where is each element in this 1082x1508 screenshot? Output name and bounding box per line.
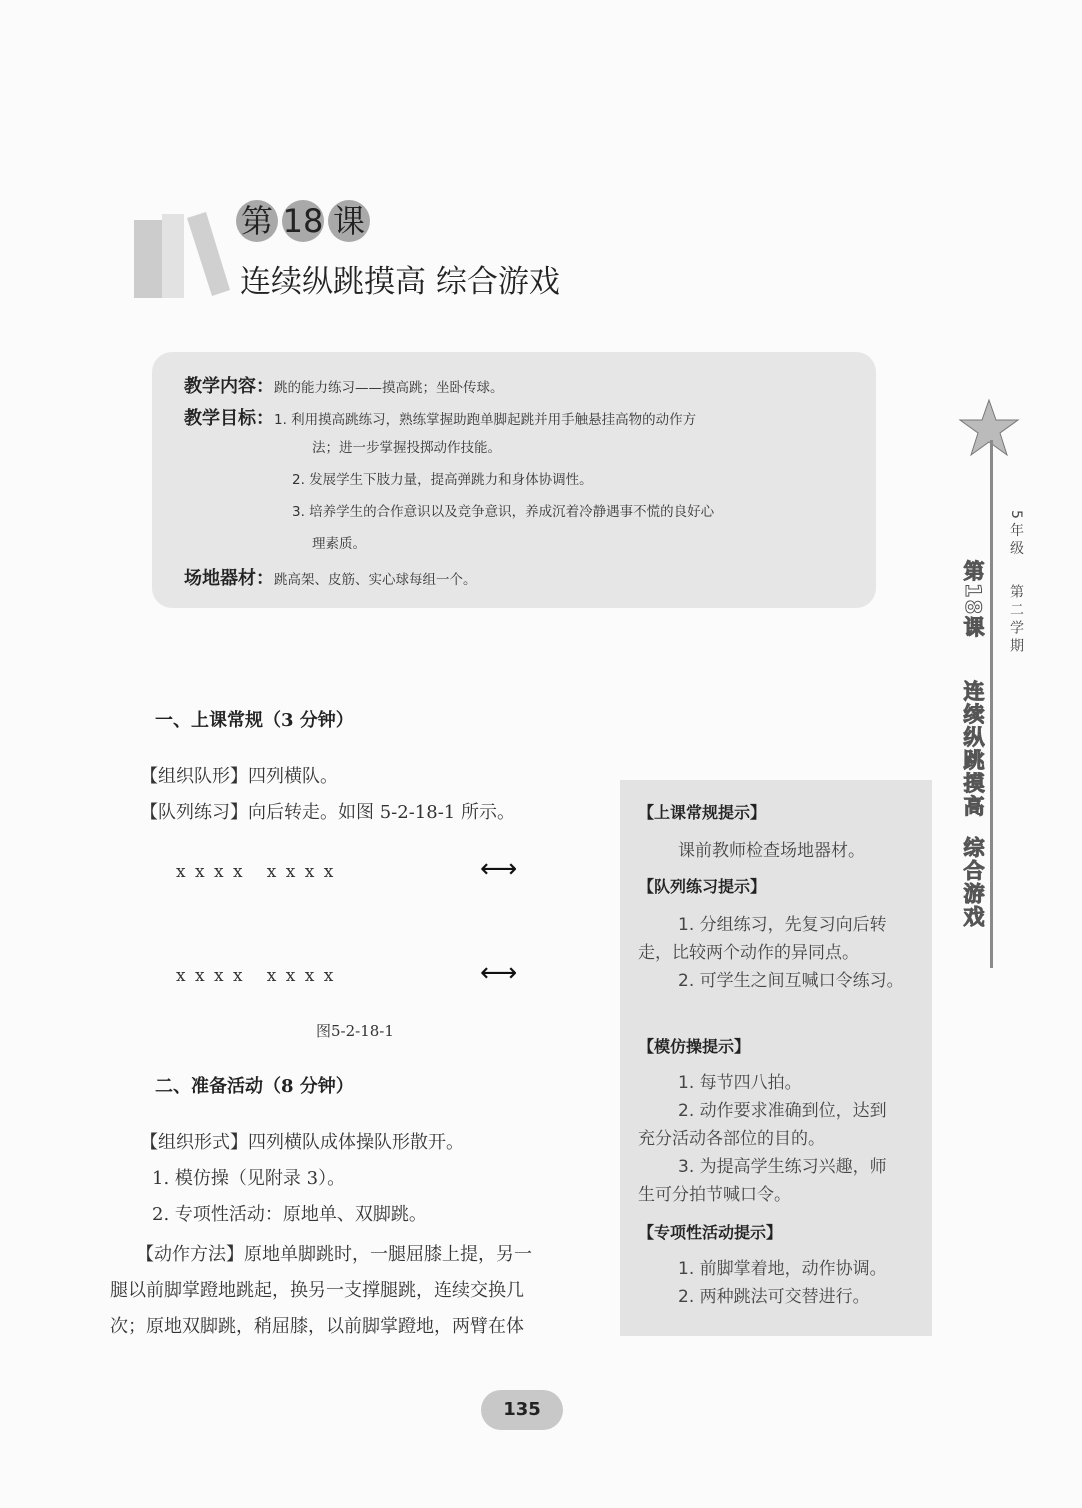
tips-box (620, 780, 932, 1336)
sidebar-lesson: 第18课 (961, 560, 985, 640)
tip-title: 【模仿操提示】 (638, 1037, 751, 1056)
tip-text: 课前教师检查场地器材。 (678, 841, 865, 861)
figure-caption: 图5-2-18-1 (316, 1022, 394, 1040)
page-number: 135 (481, 1390, 563, 1430)
tip-text: 2. 两种跳法可交替进行。 (678, 1287, 870, 1307)
body-text: 2. 专项性活动：原地单、双脚跳。 (152, 1204, 427, 1225)
lesson-suffix: 课 (328, 200, 370, 242)
body-text: 次；原地双脚跳，稍屈膝，以前脚掌蹬地，两臂在体 (110, 1316, 524, 1337)
sidebar-line (990, 440, 993, 968)
tip-text: 生可分拍节喊口令。 (638, 1185, 791, 1205)
tip-text: 1. 前脚掌着地，动作协调。 (678, 1259, 887, 1279)
body-text: 【队列练习】向后转走。如图 5-2-18-1 所示。 (140, 802, 515, 823)
content-label: 教学内容： (184, 376, 274, 397)
lesson-prefix: 第 (236, 200, 278, 242)
section-heading: 二、准备活动（8 分钟） (155, 1076, 354, 1097)
body-text: 【组织形式】四列横队成体操队形散开。 (140, 1132, 464, 1153)
star-icon (956, 398, 1022, 458)
body-text: 【动作方法】原地单脚跳时，一腿屈膝上提，另一 (136, 1244, 532, 1265)
objective-label: 教学目标： (184, 408, 274, 429)
lesson-title: 连续纵跳摸高 综合游戏 (240, 264, 560, 300)
content-row (184, 372, 504, 398)
objective-text: 法；进一步掌握投掷动作技能。 (312, 440, 501, 456)
equipment-row (184, 564, 477, 590)
body-text: 腿以前脚掌蹬地跳起，换另一支撑腿跳，连续交换几 (110, 1280, 524, 1301)
tip-title: 【上课常规提示】 (638, 803, 767, 822)
tip-text: 3. 为提高学生练习兴趣，师 (678, 1157, 887, 1177)
equipment-text: 跳高架、皮筋、实心球每组一个。 (274, 572, 477, 588)
body-text: 【组织队形】四列横队。 (140, 766, 338, 787)
tip-text: 充分活动各部位的目的。 (638, 1129, 825, 1149)
double-arrow-icon: ⟷ (480, 958, 518, 988)
body-text: 1. 模仿操（见附录 3）。 (152, 1168, 346, 1189)
sidebar-term: 第二学期 (1008, 584, 1024, 656)
tip-text: 2. 动作要求准确到位，达到 (678, 1101, 887, 1121)
tip-text: 走，比较两个动作的异同点。 (638, 943, 859, 963)
objective-text: 2. 发展学生下肢力量，提高弹跳力和身体协调性。 (292, 472, 593, 488)
content-text: 跳的能力练习——摸高跳；坐卧传球。 (274, 380, 504, 396)
section-heading: 一、上课常规（3 分钟） (155, 710, 354, 731)
tip-text: 2. 可学生之间互喊口令练习。 (678, 971, 904, 991)
tip-text: 1. 分组练习，先复习向后转 (678, 915, 887, 935)
tip-title: 【队列练习提示】 (638, 877, 767, 896)
books-icon (132, 200, 232, 300)
lesson-number (236, 200, 374, 242)
objectives-box (152, 352, 876, 608)
objective-text: 理素质。 (312, 536, 366, 552)
tip-text: 1. 每节四八拍。 (678, 1073, 802, 1093)
sidebar-title: 连续纵跳摸高 综合游戏 (961, 680, 985, 929)
lesson-num: 18 (282, 202, 324, 240)
sidebar-grade: 5年级 (1008, 510, 1024, 559)
formation-row: x x x x x x x x (176, 862, 336, 882)
objective-row (184, 404, 696, 430)
objective-text: 3. 培养学生的合作意识以及竞争意识，养成沉着冷静遇事不慌的良好心 (292, 504, 715, 520)
tip-title: 【专项性活动提示】 (638, 1223, 783, 1242)
formation-row: x x x x x x x x (176, 966, 336, 986)
equipment-label: 场地器材： (184, 568, 274, 589)
double-arrow-icon: ⟷ (480, 854, 518, 884)
objective-text: 1. 利用摸高跳练习，熟练掌握助跑单脚起跳并用手触悬挂高物的动作方 (274, 412, 697, 428)
